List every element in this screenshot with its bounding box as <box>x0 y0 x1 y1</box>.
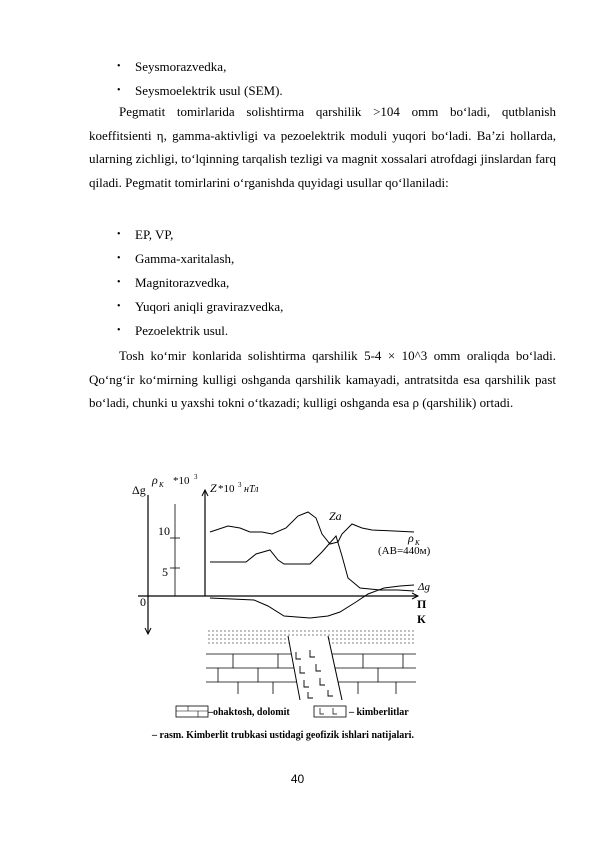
profile-label-k: К <box>417 612 426 626</box>
dg-axis-label: Δg <box>132 483 146 497</box>
paragraph-pegmatite: Pegmatit tomirlarida solishtirma qarshilik >104 omm bo‘ladi, qutblanish koeffitsienti η, gamma-aktivligi va pezoelektrik moduli yuqori bo‘ladi. Ba’zi hollarda, ularning zichligi, to‘lqinning tarqalish tezligi va magnit xossalari atrofdagi jinslardan farq qiladi. Pegmatit tomirlarini o‘rganishda quyidagi usullar qo‘llaniladi: <box>89 104 556 190</box>
legend-limestone-swatch <box>176 706 208 717</box>
rho-curve-note: (AB=440м) <box>378 545 431 557</box>
legend-kimberlite-label: – kimberlitlar <box>349 707 409 718</box>
z-axis-exponent: 3 <box>238 481 242 489</box>
rho-axis-exponent: 3 <box>194 473 198 481</box>
z-axis-label: Z <box>210 481 217 495</box>
list-item: • Seysmoelektrik usul (SEM). <box>117 79 283 103</box>
rho-curve-label: ρ <box>408 531 414 545</box>
bullet-list-methods-top <box>117 55 283 103</box>
rho-axis-subscript: K <box>159 481 164 489</box>
list-item: • Seysmorazvedka, <box>117 55 283 79</box>
profile-label-p: П <box>417 597 427 611</box>
list-item: • Pezoelektrik usul. <box>117 319 283 343</box>
legend <box>176 706 409 718</box>
tick-label-10: 10 <box>158 524 170 538</box>
rho-axis-label: ρ <box>152 473 158 487</box>
list-item: • Gamma-xaritalash, <box>117 247 283 271</box>
figure-caption: – rasm. Kimberlit trubkasi ustidagi geofizik ishlari natijalari. <box>152 730 414 741</box>
paragraph-coal: Tosh ko‘mir konlarida solishtirma qarshilik 5-4 × 10^3 omm oraliqda bo‘ladi. Qo‘ng‘ir ko‘mirning kulligi oshganda qarshilik kamayadi, antratsitda esa qarshilik past bo‘ladi, chunki u yaxshi tokni o‘tkazadi; kulligi oshganda esa ρ (qarshilik) ortadi. <box>89 348 556 411</box>
rho-curve-subscript: K <box>415 539 420 547</box>
geophysical-profile-diagram <box>128 470 458 745</box>
za-curve-label: Za <box>329 509 342 523</box>
geological-section <box>206 628 416 700</box>
legend-kimberlite-swatch <box>314 706 346 717</box>
legend-limestone-label: –ohaktosh, dolomit <box>208 707 290 718</box>
rho-axis-scale: *10 <box>173 475 190 487</box>
kimberlite-pipe <box>288 636 342 700</box>
figure-kimberlite-profile <box>128 470 458 745</box>
page-number: 40 <box>290 772 305 786</box>
list-item: • Yuqori aniqli gravirazvedka, <box>117 295 283 319</box>
za-curve <box>210 512 414 544</box>
list-item: • EP, VP, <box>117 223 283 247</box>
z-axis-scale: *10 <box>218 483 235 495</box>
list-item: • Magnitorazvedka, <box>117 271 283 295</box>
tick-label-5: 5 <box>162 565 168 579</box>
bullet-list-methods <box>117 223 283 343</box>
tick-label-0: 0 <box>140 595 146 609</box>
z-axis-unit: нТл <box>244 484 259 495</box>
dg-curve-label: Δg <box>418 581 430 593</box>
